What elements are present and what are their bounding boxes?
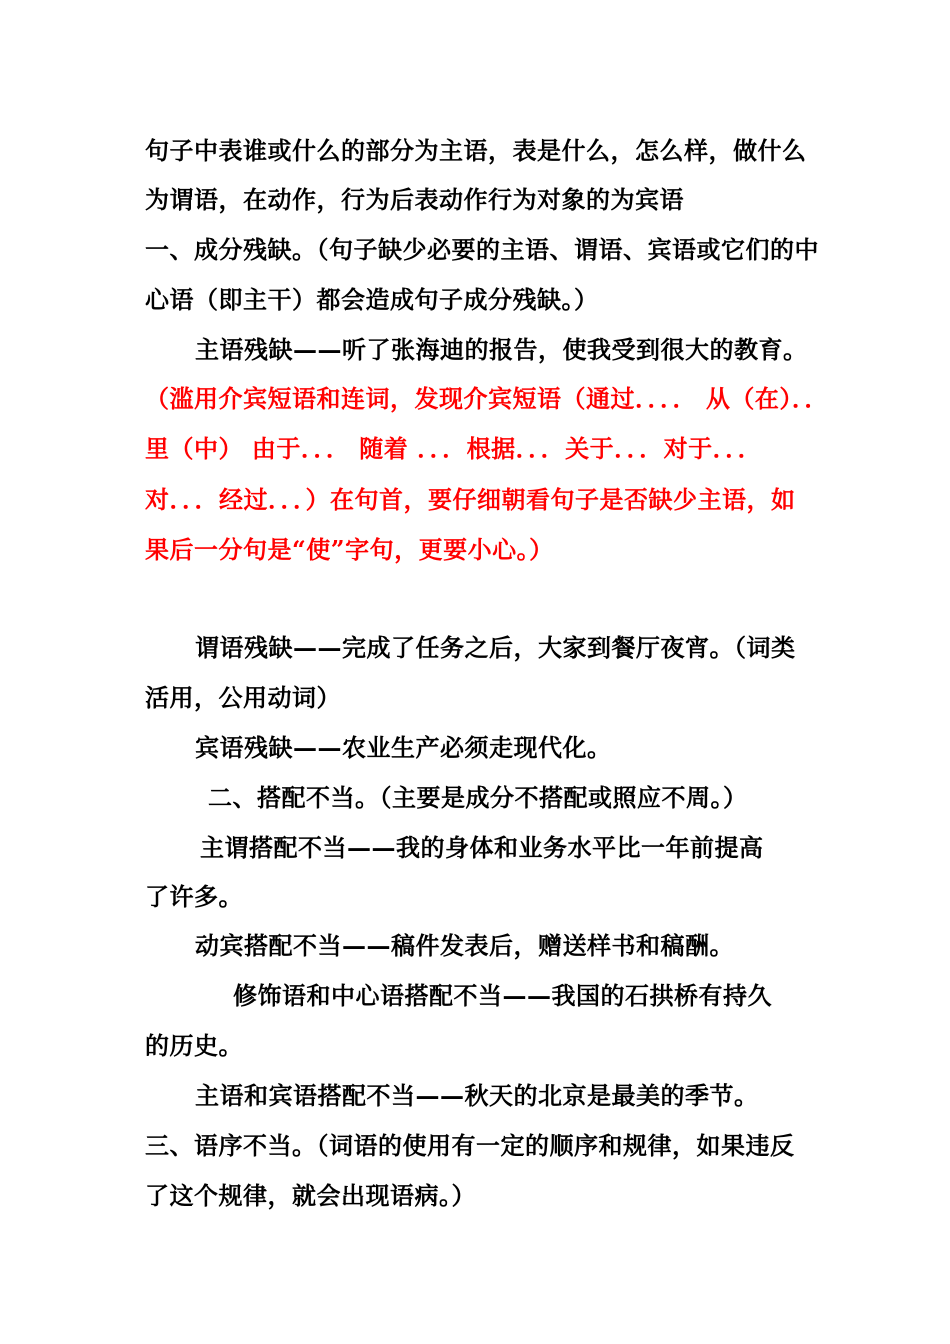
example-subject-object-mismatch: 主语和宾语搭配不当——秋天的北京是最美的季节。: [195, 1081, 759, 1110]
note-line-red-1: （滥用介宾短语和连词，发现介宾短语（通过．．．． 从（在）．．: [145, 384, 829, 413]
text-line-section1-cont: 心语（即主干）都会造成句子成分残缺。）: [145, 285, 599, 314]
text-line-intro-1: 句子中表谁或什么的部分为主语，表是什么，怎么样，做什么: [145, 136, 807, 165]
text-line-mismatch-cont: 了许多。: [145, 882, 243, 911]
example-subject-predicate-mismatch: 主谓搭配不当——我的身体和业务水平比一年前提高: [200, 833, 764, 862]
text-line-word-order-cont: 了这个规律，就会出现语病。）: [145, 1181, 476, 1210]
note-line-red-4: 果后一分句是“使”字句，更要小心。）: [145, 535, 554, 564]
example-modifier-head-mismatch: 修饰语和中心语搭配不当——我国的石拱桥有持久: [233, 981, 772, 1010]
text-line-intro-2: 为谓语，在动作，行为后表动作行为对象的为宾语: [145, 185, 684, 214]
example-missing-predicate: 谓语残缺——完成了任务之后，大家到餐厅夜宵。（词类: [195, 633, 796, 662]
example-missing-object: 宾语残缺——农业生产必须走现代化。: [195, 733, 612, 762]
text-line-modifier-cont: 的历史。: [145, 1031, 243, 1060]
section-heading-improper-word-order: 三、语序不当。（词语的使用有一定的顺序和规律，如果违反: [145, 1131, 795, 1160]
note-line-red-2: 里（中） 由于．．． 随着 ．．．根据．．．关于．．．对于．．．: [145, 434, 763, 463]
example-verb-object-mismatch: 动宾搭配不当——稿件发表后，赠送样书和稿酬。: [195, 931, 734, 960]
example-missing-subject: 主语残缺——听了张海迪的报告，使我受到很大的教育。: [195, 335, 808, 364]
note-line-red-3: 对．．．经过．．．）在句首，要仔细朝看句子是否缺少主语，如: [145, 485, 796, 514]
section-heading-incomplete-components: 一、成分残缺。（句子缺少必要的主语、谓语、宾语或它们的中: [145, 235, 819, 264]
section-heading-improper-collocation: 二、搭配不当。（主要是成分不搭配或照应不周。）: [208, 783, 748, 812]
text-line-predicate-cont: 活用，公用动词）: [145, 683, 341, 712]
